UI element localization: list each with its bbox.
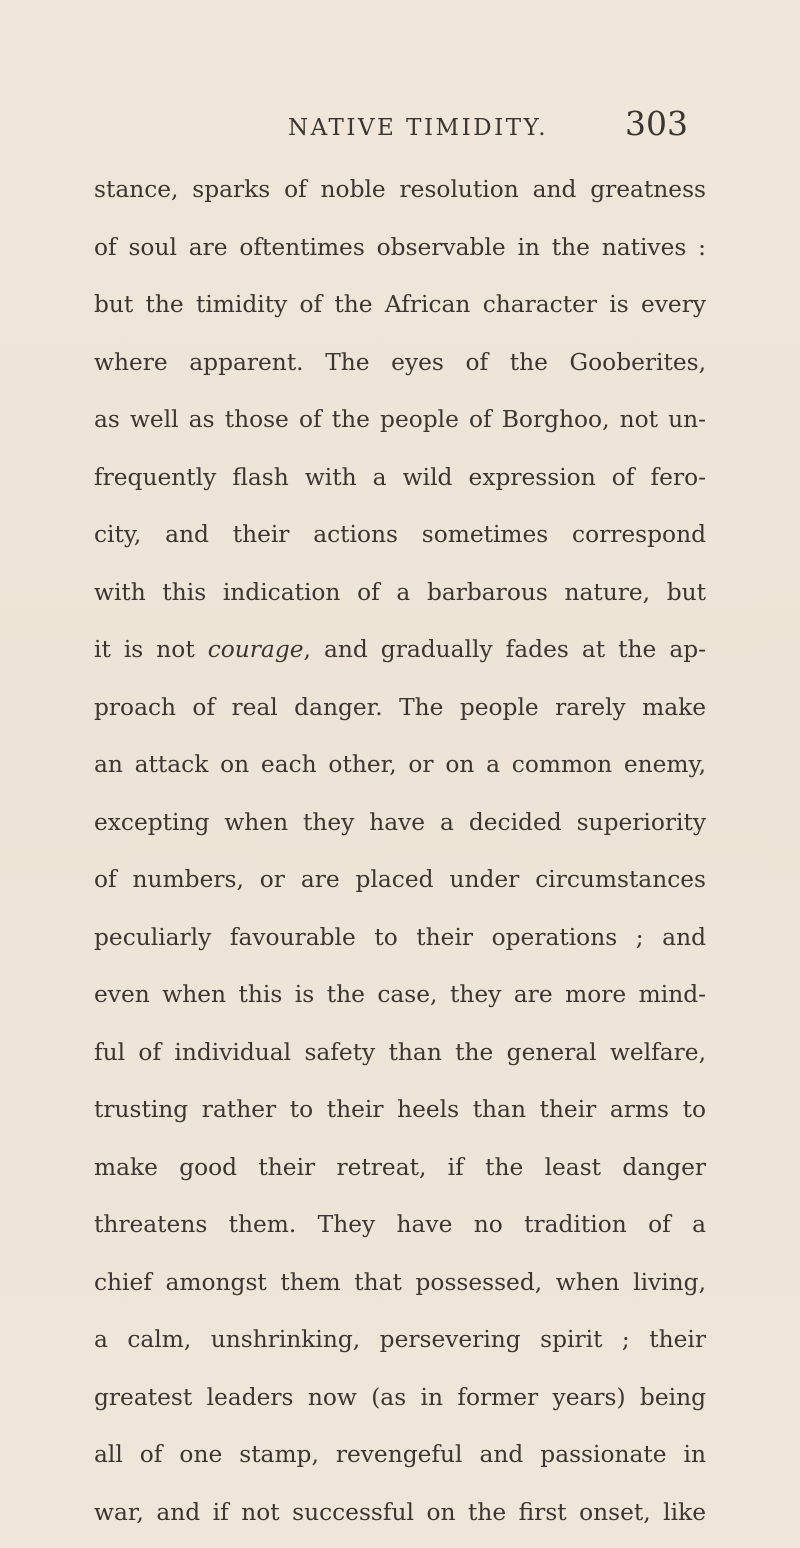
text-line: city, and their actions sometimes correspond <box>94 513 706 571</box>
body-text <box>94 168 706 1548</box>
emphasis: courage <box>208 636 304 663</box>
text-line: ful of individual safety than the general welfare, <box>94 1031 706 1089</box>
text-line: it is not courage, and gradually fades at the ap- <box>94 628 706 686</box>
text-line: greatest leaders now (as in former years) being <box>94 1376 706 1434</box>
text-line: but the timidity of the African character is every <box>94 283 706 341</box>
text-line: with this indication of a barbarous nature, but <box>94 571 706 629</box>
running-head-title: NATIVE TIMIDITY. <box>288 114 548 142</box>
text-line: a calm, unshrinking, persevering spirit ; their <box>94 1318 706 1376</box>
text-line: an attack on each other, or on a common enemy, <box>94 743 706 801</box>
text-line: of numbers, or are placed under circumstances <box>94 858 706 916</box>
text-line: chief amongst them that possessed, when living, <box>94 1261 706 1319</box>
text-line: proach of real danger. The people rarely make <box>94 686 706 744</box>
text-line: peculiarly favourable to their operations ; and <box>94 916 706 974</box>
text-line: even when this is the case, they are more mind- <box>94 973 706 1031</box>
text-line: all of one stamp, revengeful and passionate in <box>94 1433 706 1491</box>
text-line: make good their retreat, if the least danger <box>94 1146 706 1204</box>
text-line: of soul are oftentimes observable in the natives : <box>94 226 706 284</box>
page-number: 303 <box>625 106 688 142</box>
text-line: where apparent. The eyes of the Gooberites, <box>94 341 706 399</box>
text-line: excepting when they have a decided superiority <box>94 801 706 859</box>
running-head <box>0 104 800 144</box>
text-line: stance, sparks of noble resolution and greatness <box>94 168 706 226</box>
text-line: war, and if not successful on the first onset, like <box>94 1491 706 1548</box>
text-line: as well as those of the people of Borghoo, not un- <box>94 398 706 456</box>
text-line: threatens them. They have no tradition of a <box>94 1203 706 1261</box>
text-line: trusting rather to their heels than their arms to <box>94 1088 706 1146</box>
text-line: frequently flash with a wild expression of fero- <box>94 456 706 514</box>
